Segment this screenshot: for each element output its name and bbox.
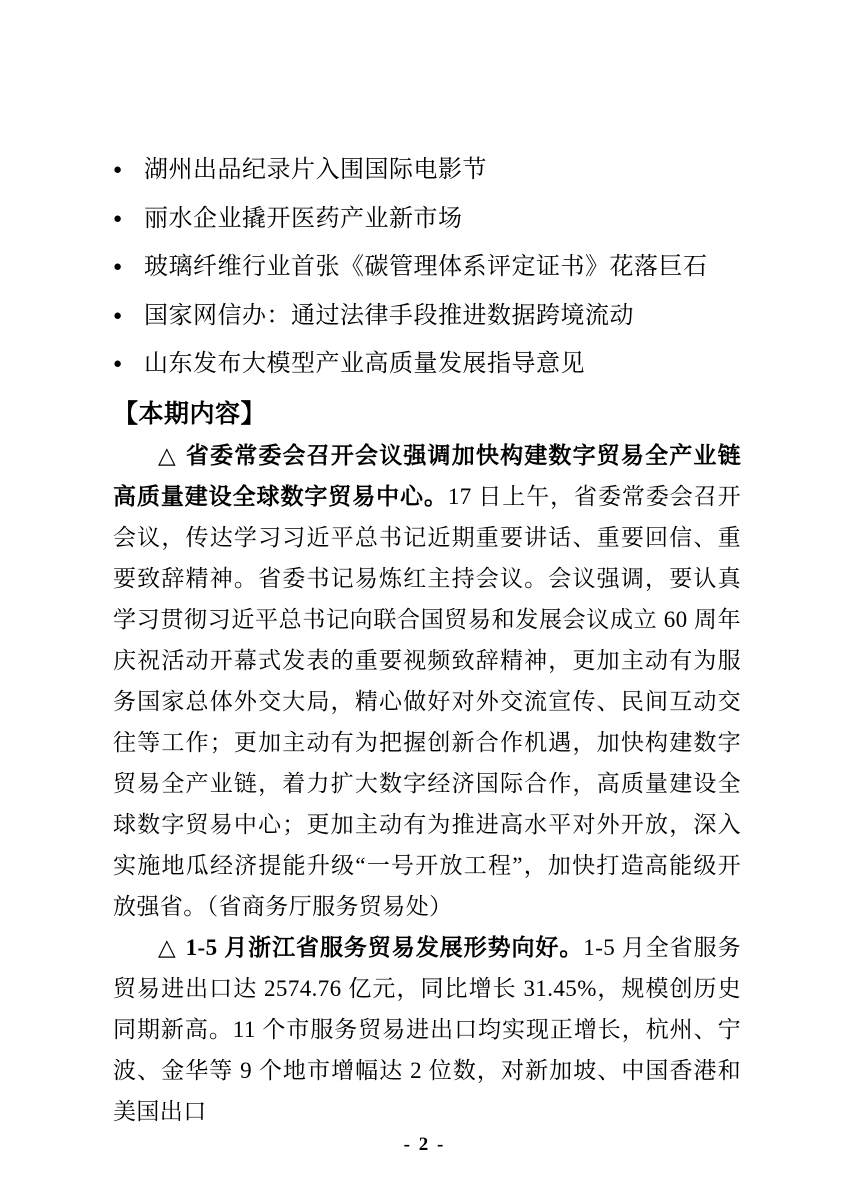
bullet-icon: ● (113, 162, 123, 178)
headline-text: 山东发布大模型产业高质量发展指导意见 (144, 351, 585, 377)
bullet-icon: ● (113, 307, 123, 324)
article-paragraph (113, 435, 741, 927)
headline-list (113, 146, 741, 389)
article-paragraph (113, 927, 741, 1132)
bullet-icon: ● (113, 210, 123, 227)
document-page-content (113, 146, 741, 1132)
headline-text: 湖州出品纪录片入围国际电影节 (144, 157, 487, 183)
headline-item (113, 243, 741, 292)
triangle-marker-icon: △ (158, 934, 177, 960)
bullet-icon: ● (113, 356, 123, 372)
section-heading: 【本期内容】 (113, 400, 267, 428)
triangle-marker-icon: △ (158, 442, 177, 468)
headline-item (113, 340, 741, 389)
bullet-icon: ● (113, 259, 123, 275)
page-number: - 2 - (403, 1134, 446, 1155)
headline-text: 国家网信办：通过法律手段推进数据跨境流动 (144, 302, 634, 329)
article-lead: 1-5 月浙江省服务贸易发展形势向好。 (185, 934, 584, 960)
article-body: 1-5 月全省服务贸易进出口达 2574.76 亿元，同比增长 31.45%，规模创历史同期新高。11 个市服务贸易进出口均实现正增长，杭州、宁波、金华等 9 个地市增幅达 2 位数，对新加坡、中国香港和美国出口 (113, 934, 742, 1124)
headline-item (113, 292, 741, 341)
headline-text: 丽水企业撬开医药产业新市场 (144, 205, 463, 232)
headline-item (113, 195, 741, 244)
article-lead: 省委常委会召开会议强调加快构建数字贸易全产业链高质量建设全球数字贸易中心。 (113, 442, 741, 509)
article-body: 17 日上午，省委常委会召开会议，传达学习习近平总书记近期重要讲话、重要回信、重要致辞精神。省委书记易炼红主持会议。会议强调，要认真学习贯彻习近平总书记向联合国贸易和发展会议成立 60 周年庆祝活动开幕式发表的重要视频致辞精神，更加主动有为服务国家总体外交大局，精心做好对外交流宣传、民间互动交往等工作；更加主动有为把握创新合作机遇，加快构建数字贸易全产业链，着力扩大数字经济国际合作，高质量建设全球数字贸易中心；更加主动有为推进高水平对外开放，深入实施地瓜经济提能升级“一号开放工程”，加快打造高能级开放强省。（省商务厅服务贸易处） (113, 483, 741, 919)
headline-item (113, 146, 741, 195)
headline-text: 玻璃纤维行业首张《碳管理体系评定证书》花落巨石 (144, 254, 708, 280)
